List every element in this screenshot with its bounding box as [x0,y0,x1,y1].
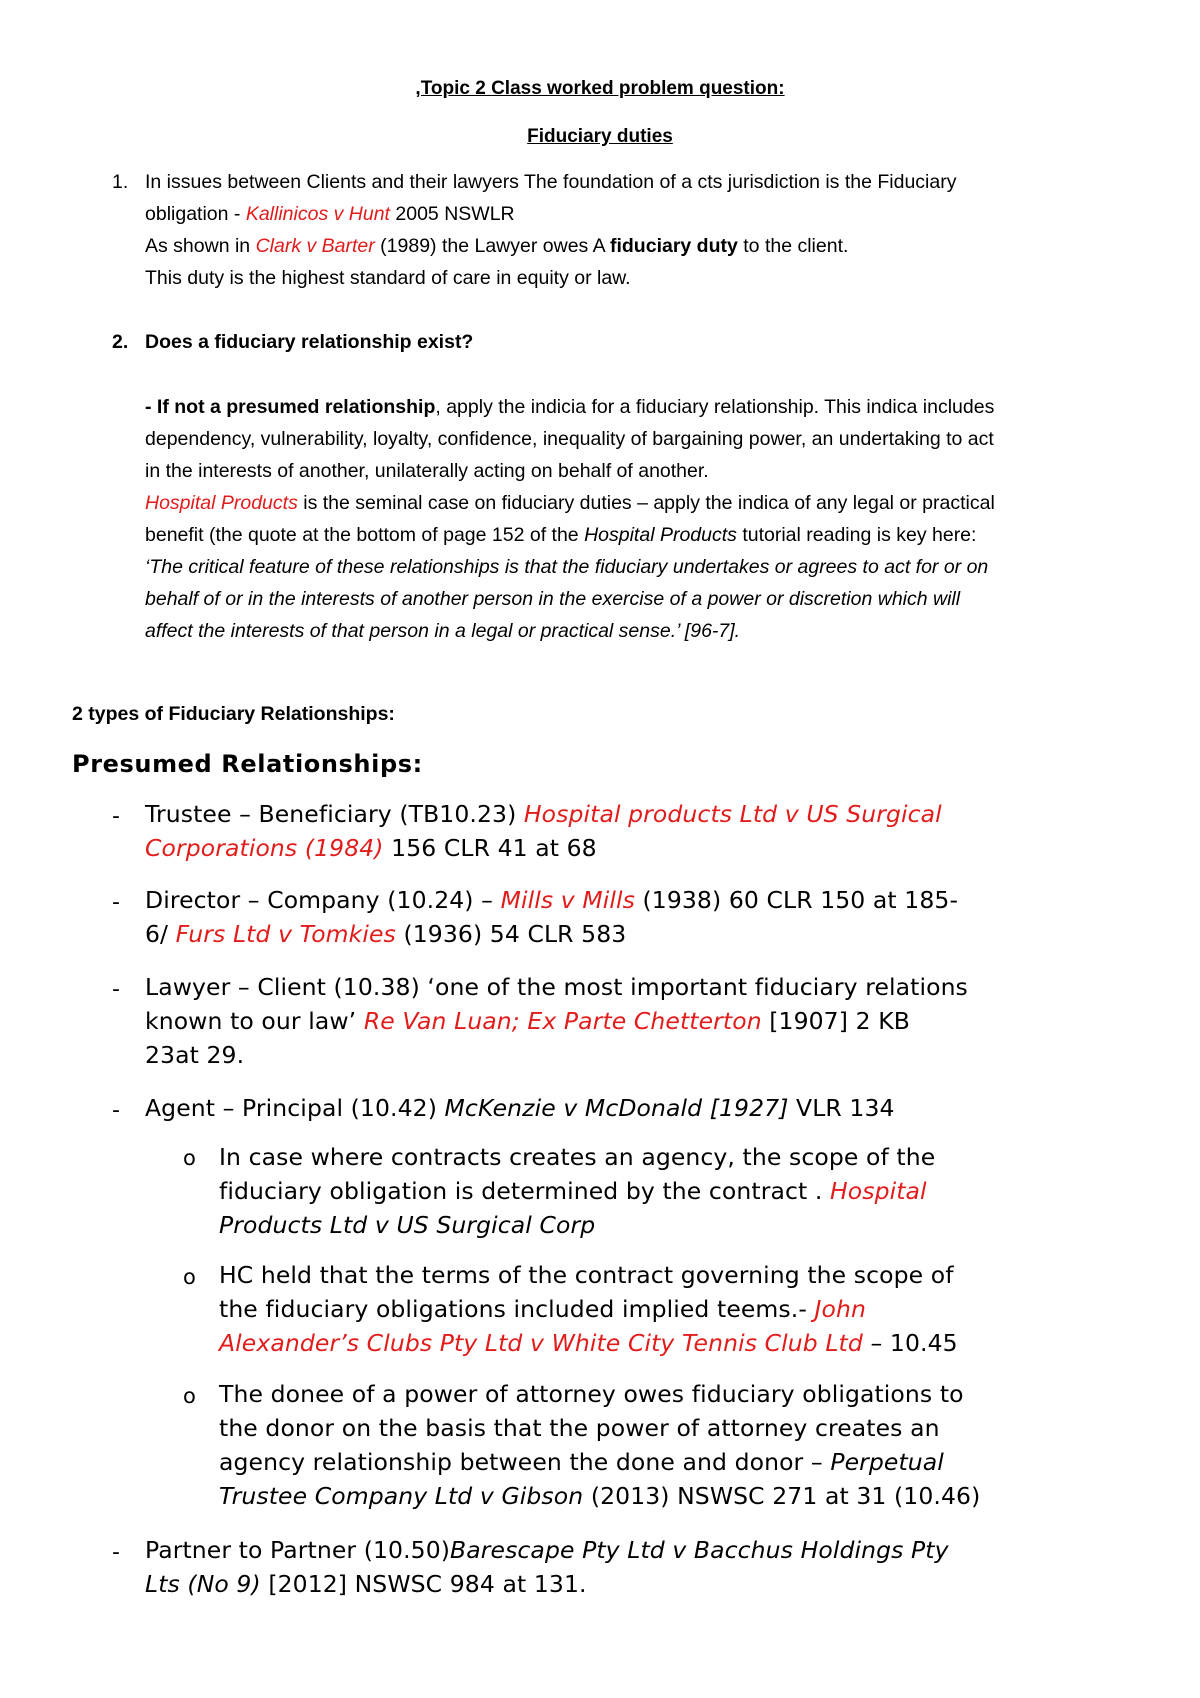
section-1-line-1: In issues between Clients and their lawyers The foundation of a cts jurisdiction is the Fiduciary [145,171,957,193]
text: Trustee – Beneficiary (TB10.23) [145,800,524,828]
quote-line-2: behalf of or in the interests of another person in the exercise of a power or discretion which will [145,588,961,610]
item-1-line-1 [145,800,942,828]
case-trustee-company: Trustee Company Ltd v Gibson [219,1482,584,1510]
dash-marker: - [112,890,120,915]
quote-line-3: affect the interests of that person in a legal or practical sense.’ [96-7]. [145,620,741,642]
bold-text: fiduciary duty [609,235,738,257]
case-corporations: Corporations (1984) [145,834,384,862]
dash-marker: - [112,804,120,829]
text: Director – Company (10.24) – [145,886,501,914]
italic-text: Hospital Products [584,524,737,546]
case-clark-v-barter: Clark v Barter [255,235,375,257]
sub-3-line-2: the donor on the basis that the power of attorney creates an [219,1414,940,1442]
sub-2-line-2 [219,1295,866,1323]
text: As shown in [145,235,256,257]
section-1-number: 1. [112,171,129,193]
bold-text: - If not a presumed relationship [145,396,436,418]
section-2-line-1 [145,396,994,419]
section-2-heading: Does a fiduciary relationship exist? [145,331,474,353]
section-2-line-2: dependency, vulnerability, loyalty, confidence, inequality of bargaining power, an undertaking to act [145,428,994,450]
quote-line-1: ‘The critical feature of these relationships is that the fiduciary undertakes or agrees to act for or on [145,556,989,578]
text: Agent – Principal (10.42) [145,1094,445,1122]
text: known to our law’ [145,1007,364,1035]
text: (1936) 54 CLR 583 [395,920,627,948]
item-1-line-2 [145,834,597,862]
case-hospital-products: Hospital Products [145,492,298,514]
text: (1989) the Lawyer owes A [374,235,610,257]
text: benefit (the quote at the bottom of page 152 of the [145,524,585,546]
case-alexanders-clubs: Alexander’s Clubs Pty Ltd v White City Tennis Club Ltd [219,1329,863,1357]
sub-3-line-3 [219,1448,944,1476]
bullet-marker: o [183,1384,196,1408]
section-1-line-2 [145,203,515,226]
text: agency relationship between the done and donor – [219,1448,831,1476]
text: Partner to Partner (10.50) [145,1536,451,1564]
item-3-line-2 [145,1007,910,1035]
item-5-line-2 [145,1570,587,1598]
section-2-number: 2. [112,331,129,353]
item-3-line-1: Lawyer – Client (10.38) ‘one of the most important fiduciary relations [145,973,968,1001]
text: VLR 134 [788,1094,895,1122]
case-re-van-luan: Re Van Luan; Ex Parte Chetterton [363,1007,762,1035]
text: to the client. [737,235,849,257]
text: fiduciary obligation is determined by the contract . [219,1177,830,1205]
text: is the seminal case on fiduciary duties – apply the indica of any legal or practical [297,492,995,514]
text: (2013) NSWSC 271 at 31 (10.46) [583,1482,981,1510]
presumed-heading: Presumed Relationships: [72,750,423,778]
case-hospital: Hospital [830,1177,927,1205]
text: , apply the indicia for a fiduciary relationship. This indica includes [435,396,995,418]
item-2-line-1 [145,886,958,914]
bullet-marker: o [183,1146,196,1170]
section-2-line-4 [145,492,995,515]
text: 156 CLR 41 at 68 [383,834,597,862]
case-john: John [814,1295,866,1323]
case-barescape: Barescape Pty Ltd v Bacchus Holdings Pty [450,1536,949,1564]
item-5-line-1 [145,1536,949,1564]
text: 2005 NSWLR [389,203,515,225]
types-heading: 2 types of Fiduciary Relationships: [72,703,395,725]
section-1-line-3 [145,235,848,258]
text: – 10.45 [862,1329,958,1357]
case-furs-ltd: Furs Ltd v Tomkies [175,920,396,948]
dash-marker: - [112,1540,120,1565]
text: tutorial reading is key here: [736,524,977,546]
sub-1-line-1: In case where contracts creates an agency, the scope of the [219,1143,936,1171]
sub-1-line-2 [219,1177,927,1205]
sub-2-line-1: HC held that the terms of the contract governing the scope of [219,1261,954,1289]
section-1-line-4: This duty is the highest standard of care in equity or law. [145,267,631,289]
text: the fiduciary obligations included implied teems.- [219,1295,815,1323]
dash-marker: - [112,977,120,1002]
section-2-line-5 [145,524,976,547]
text: [1907] 2 KB [761,1007,910,1035]
text: [2012] NSWSC 984 at 131. [260,1570,587,1598]
case-kallinicos: Kallinicos v Hunt [245,203,390,225]
page-title: ,Topic 2 Class worked problem question: [415,78,785,99]
sub-2-line-3 [219,1329,958,1357]
item-2-line-2 [145,920,626,948]
case-perpetual: Perpetual [830,1448,944,1476]
case-lts-no-9: Lts (No 9) [145,1570,261,1598]
case-hospital-products-ltd: Hospital products Ltd v US Surgical [523,800,942,828]
text: obligation - [145,203,246,225]
page-subtitle: Fiduciary duties [527,126,673,147]
case-mills-v-mills: Mills v Mills [500,886,635,914]
case-mckenzie: McKenzie v McDonald [1927] [444,1094,789,1122]
section-2-line-3: in the interests of another, unilaterally acting on behalf of another. [145,460,709,482]
item-3-line-3: 23at 29. [145,1041,245,1069]
sub-3-line-1: The donee of a power of attorney owes fiduciary obligations to [219,1380,964,1408]
text: (1938) 60 CLR 150 at 185- [634,886,959,914]
text: 6/ [145,920,176,948]
dash-marker: - [112,1098,120,1123]
bullet-marker: o [183,1265,196,1289]
sub-3-line-4 [219,1482,980,1510]
item-4-line-1 [145,1094,895,1122]
sub-1-line-3: Products Ltd v US Surgical Corp [219,1211,596,1239]
